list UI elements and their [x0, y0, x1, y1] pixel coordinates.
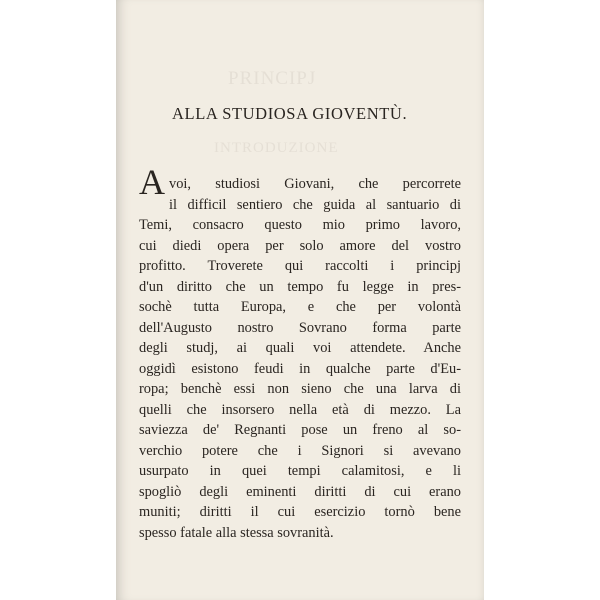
- text-line: quelli che insorsero nella età di mezzo. La: [139, 401, 461, 418]
- text-line: dell'Augusto nostro Sovrano forma parte: [139, 319, 461, 336]
- text-line: sochè tutta Europa, e che per volontà: [139, 299, 461, 315]
- text-line: spogliò degli eminenti diritti di cui erano: [139, 483, 461, 500]
- text-line: il difficil sentiero che guida al santuario di: [169, 196, 461, 213]
- text-line: profitto. Troverete qui raccolti i principj: [139, 258, 461, 274]
- text-line: cui diedi opera per solo amore del vostro: [139, 237, 461, 254]
- text-line: saviezza de' Regnanti pose un freno al so-: [139, 422, 461, 438]
- page-heading: ALLA STUDIOSA GIOVENTÙ.: [172, 104, 408, 123]
- body-text: [139, 162, 461, 543]
- text-line: oggidì esistono feudi in qualche parte d'Eu-: [139, 360, 461, 377]
- text-line: voi, studiosi Giovani, che percorrete: [169, 176, 461, 192]
- drop-cap: A: [139, 162, 165, 202]
- text-line: spesso fatale alla stessa sovranità.: [139, 524, 334, 541]
- text-line: usurpato in quei tempi calamitosi, e li: [139, 463, 461, 479]
- text-line: d'un diritto che un tempo fu legge in pres-: [139, 278, 461, 295]
- text-line: Temi, consacro questo mio primo lavoro,: [139, 217, 461, 233]
- text-line: verchio potere che i Signori si avevano: [139, 442, 461, 459]
- text-line: degli studj, ai quali voi attendete. Anche: [139, 340, 461, 356]
- text-line: ropa; benchè essi non sieno che una larva di: [139, 381, 461, 397]
- text-line: muniti; diritti il cui esercizio tornò bene: [139, 504, 461, 520]
